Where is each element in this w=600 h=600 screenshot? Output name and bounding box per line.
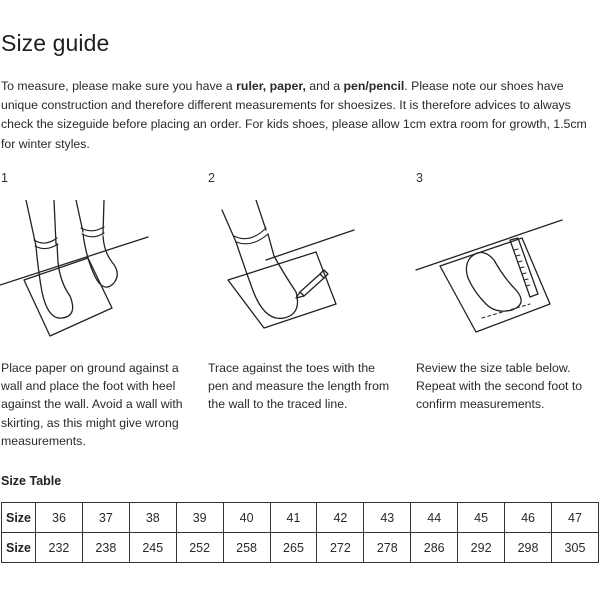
length-cell: 292 bbox=[458, 533, 505, 563]
size-cell: 41 bbox=[270, 503, 317, 533]
size-cell: 40 bbox=[223, 503, 270, 533]
length-cell: 305 bbox=[551, 533, 598, 563]
size-cell: 38 bbox=[129, 503, 176, 533]
size-table-title: Size Table bbox=[1, 474, 62, 488]
length-cell: 238 bbox=[82, 533, 129, 563]
size-cell: 36 bbox=[36, 503, 83, 533]
size-cell: 44 bbox=[411, 503, 458, 533]
row-label: Size bbox=[2, 533, 36, 563]
row-label: Size bbox=[2, 503, 36, 533]
size-cell: 39 bbox=[176, 503, 223, 533]
step-2-text: Trace against the toes with the pen and measure the length from the wall to the traced line. bbox=[208, 361, 390, 412]
intro-bold-ruler-paper: ruler, paper, bbox=[236, 79, 306, 93]
trace-foot-icon bbox=[204, 200, 364, 350]
intro-text: and a bbox=[305, 79, 344, 93]
length-cell: 298 bbox=[505, 533, 552, 563]
length-cell: 265 bbox=[270, 533, 317, 563]
step-2-number: 2 bbox=[208, 171, 215, 185]
intro-bold-pen-pencil: pen/pencil bbox=[343, 79, 405, 93]
measure-outline-icon bbox=[412, 200, 572, 350]
step-1-text: Place paper on ground against a wall and place the foot with heel against the wall. Avoid a wall with skirting, as this might give wrong measurements. bbox=[1, 361, 183, 448]
length-cell: 258 bbox=[223, 533, 270, 563]
length-cell: 286 bbox=[411, 533, 458, 563]
intro-text: To measure, please make sure you have a bbox=[1, 79, 237, 93]
size-cell: 37 bbox=[82, 503, 129, 533]
length-cell: 232 bbox=[36, 533, 83, 563]
length-cell: 245 bbox=[129, 533, 176, 563]
length-cell: 278 bbox=[364, 533, 411, 563]
step-3-number: 3 bbox=[416, 171, 423, 185]
intro-text: . Please note our shoes have unique construction and therefore different measurements for shoesizes. It is therefore advices to always check the sizeguide before placing an order. For kids shoes, please allow 1cm extra room for growth, 1.5cm for winter styles. bbox=[1, 79, 587, 151]
table-row-lengths bbox=[2, 533, 599, 563]
length-cell: 252 bbox=[176, 533, 223, 563]
length-cell: 272 bbox=[317, 533, 364, 563]
size-cell: 45 bbox=[458, 503, 505, 533]
table-row-sizes bbox=[2, 503, 599, 533]
intro-paragraph bbox=[1, 77, 600, 154]
step-1-number: 1 bbox=[1, 171, 8, 185]
size-cell: 46 bbox=[505, 503, 552, 533]
size-table bbox=[1, 502, 599, 563]
size-cell: 43 bbox=[364, 503, 411, 533]
size-cell: 47 bbox=[551, 503, 598, 533]
page-title: Size guide bbox=[1, 30, 110, 56]
step-3-text: Review the size table below. Repeat with the second foot to confirm measurements. bbox=[416, 361, 583, 412]
size-cell: 42 bbox=[317, 503, 364, 533]
feet-on-paper-icon bbox=[0, 200, 160, 350]
